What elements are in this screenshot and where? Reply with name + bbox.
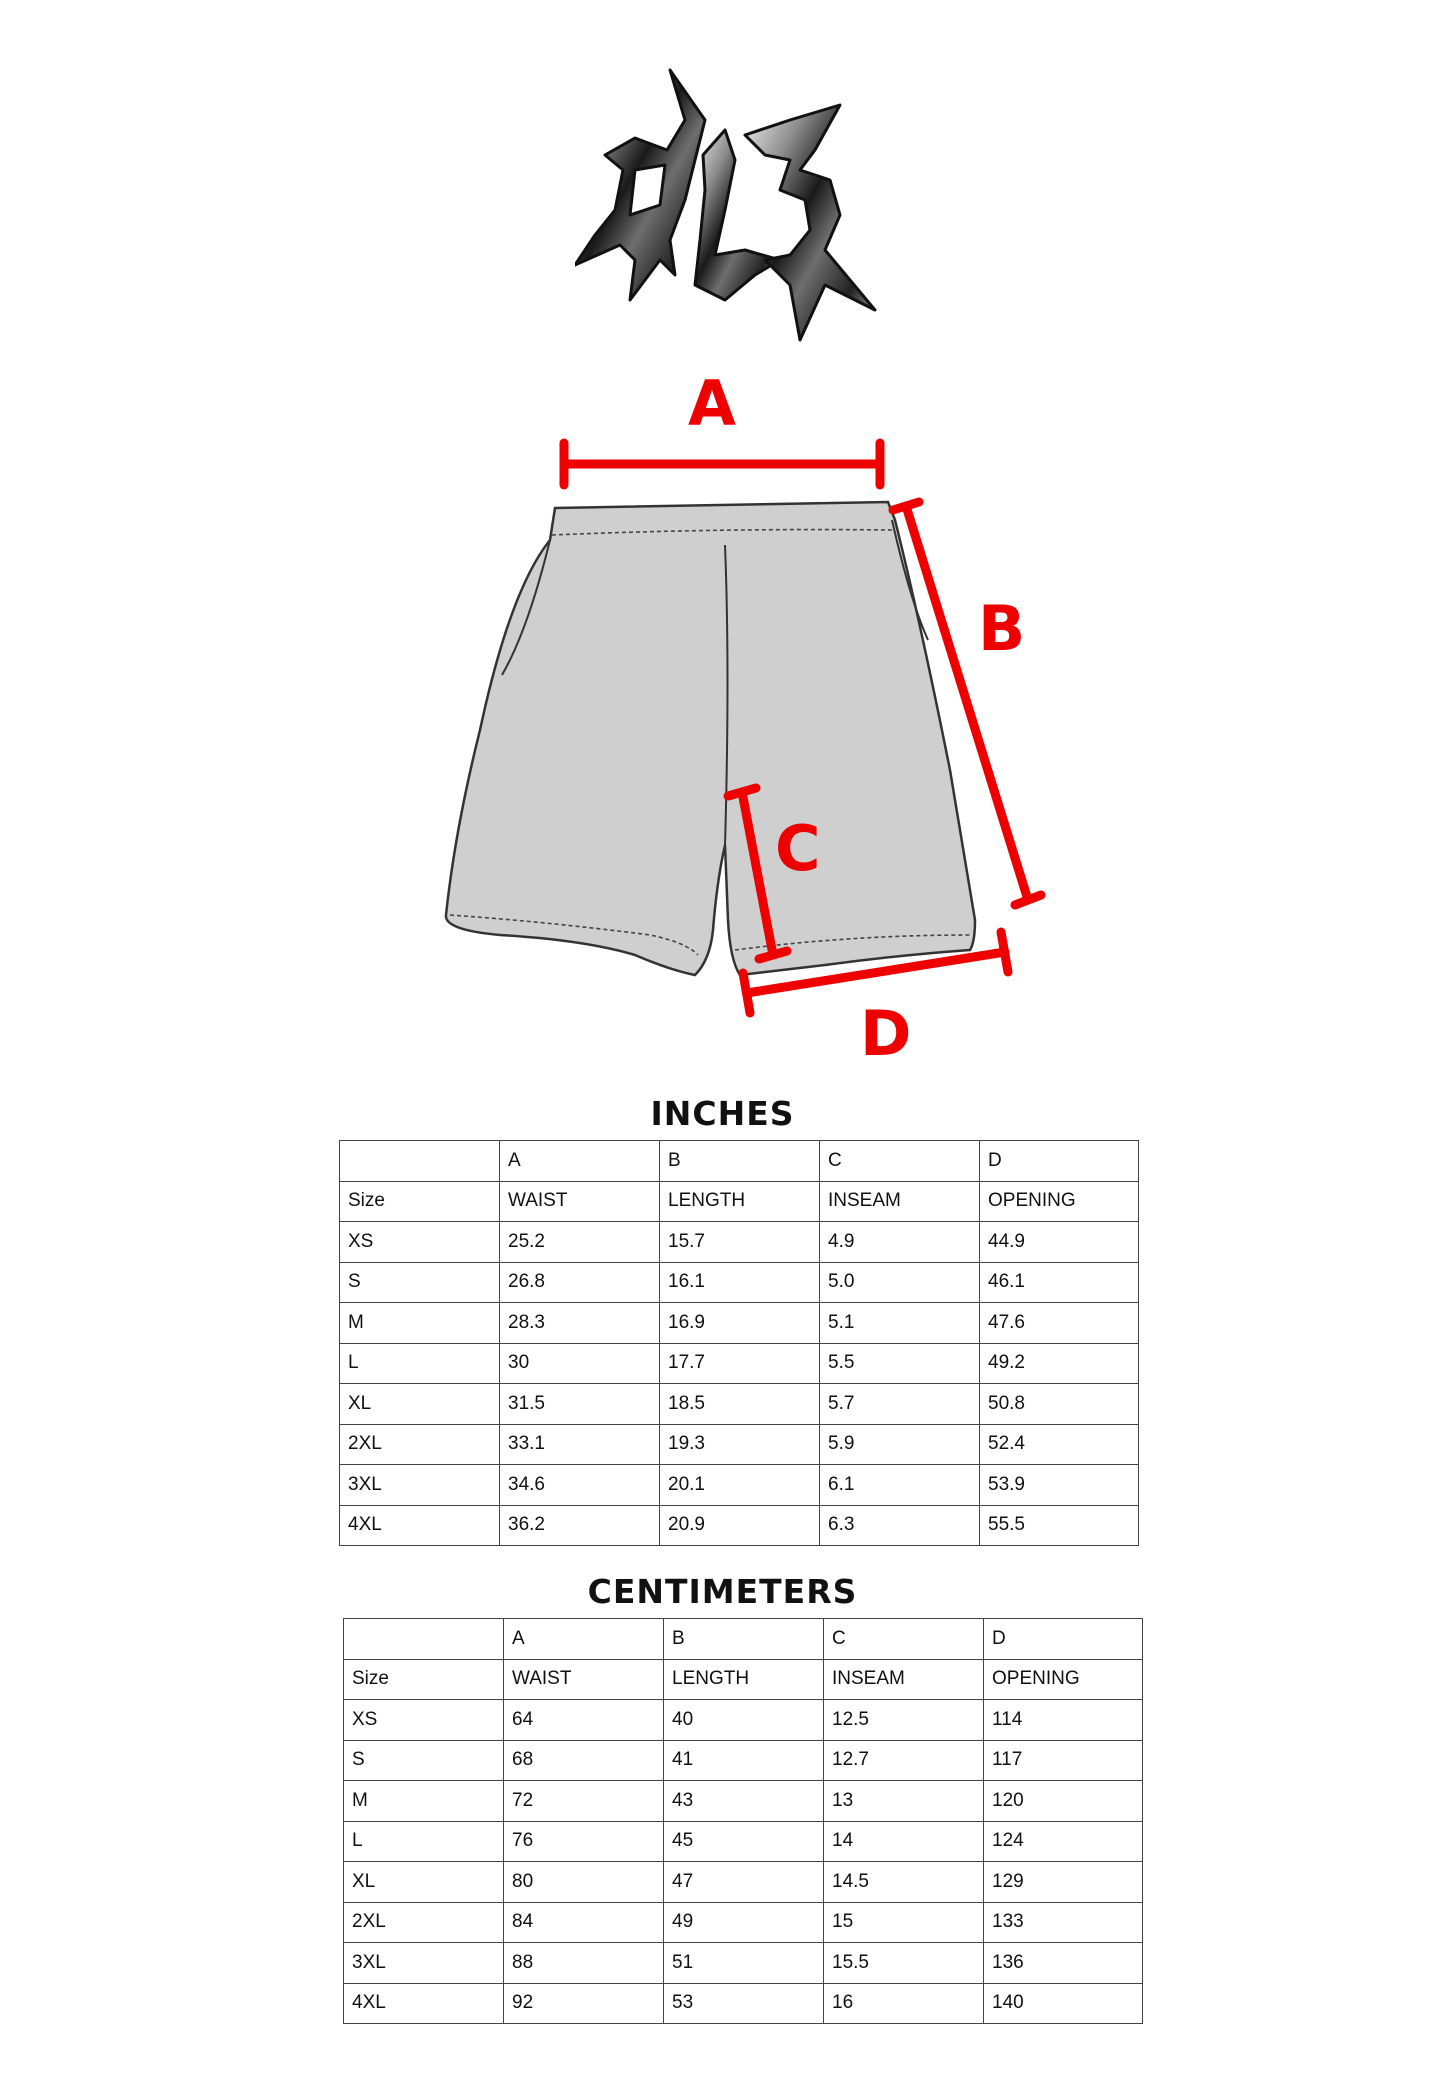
table-cell: 15.5 [824, 1943, 984, 1984]
table-cell: 45 [664, 1821, 824, 1862]
table-cell: 2XL [344, 1902, 504, 1943]
table-cell: S [344, 1740, 504, 1781]
table-header-names-row [340, 1181, 1139, 1222]
table-cell: 120 [984, 1781, 1143, 1822]
table-cell: 20.1 [660, 1465, 820, 1506]
table-row [344, 1740, 1143, 1781]
diagram-label-d: D [860, 997, 912, 1070]
table-row [344, 1781, 1143, 1822]
table-header-letters-row [340, 1141, 1139, 1182]
table-cell: XS [340, 1222, 500, 1263]
table-cell: 33.1 [500, 1424, 660, 1465]
table-row [340, 1424, 1139, 1465]
table-cell: 14 [824, 1821, 984, 1862]
table-row [344, 1821, 1143, 1862]
table-cell: 5.5 [820, 1343, 980, 1384]
table-cell: 12.5 [824, 1700, 984, 1741]
table-cell: 16 [824, 1983, 984, 2024]
table-cell: 41 [664, 1740, 824, 1781]
table-cell: B [664, 1619, 824, 1660]
table-cell: 30 [500, 1343, 660, 1384]
table-cell: 64 [504, 1700, 664, 1741]
table-cell [344, 1619, 504, 1660]
table-cell: 34.6 [500, 1465, 660, 1506]
table-row [344, 1700, 1143, 1741]
table-cell: 20.9 [660, 1505, 820, 1546]
table-cell: XS [344, 1700, 504, 1741]
table-cell: 13 [824, 1781, 984, 1822]
table-cell: A [504, 1619, 664, 1660]
table-cell: 140 [984, 1983, 1143, 2024]
table-cell: 52.4 [980, 1424, 1139, 1465]
table-cell: 4XL [344, 1983, 504, 2024]
table-cell: XL [344, 1862, 504, 1903]
table-cell: 6.1 [820, 1465, 980, 1506]
table-cell: 133 [984, 1902, 1143, 1943]
table-cell: LENGTH [660, 1181, 820, 1222]
table-cell: 50.8 [980, 1384, 1139, 1425]
table-cell: Size [344, 1659, 504, 1700]
table-cell: 47.6 [980, 1303, 1139, 1344]
table-cell: 40 [664, 1700, 824, 1741]
inches-title: INCHES [650, 1094, 795, 1133]
table-cell: 5.9 [820, 1424, 980, 1465]
table-header-names-row [344, 1659, 1143, 1700]
table-cell: 72 [504, 1781, 664, 1822]
table-cell: 19.3 [660, 1424, 820, 1465]
table-cell: 31.5 [500, 1384, 660, 1425]
table-cell: 43 [664, 1781, 824, 1822]
table-row [344, 1902, 1143, 1943]
table-row [344, 1983, 1143, 2024]
table-cell: XL [340, 1384, 500, 1425]
table-cell: 114 [984, 1700, 1143, 1741]
table-cell: 3XL [340, 1465, 500, 1506]
table-cell: D [980, 1141, 1139, 1182]
table-cell: 76 [504, 1821, 664, 1862]
table-cell: C [824, 1619, 984, 1660]
table-cell: WAIST [500, 1181, 660, 1222]
table-cell: 44.9 [980, 1222, 1139, 1263]
table-cell: 49 [664, 1902, 824, 1943]
table-cell: 5.7 [820, 1384, 980, 1425]
table-cell: 2XL [340, 1424, 500, 1465]
table-cell: 28.3 [500, 1303, 660, 1344]
table-row [340, 1303, 1139, 1344]
table-row [340, 1384, 1139, 1425]
table-cell: 55.5 [980, 1505, 1139, 1546]
table-cell: 68 [504, 1740, 664, 1781]
table-cell: M [344, 1781, 504, 1822]
table-cell: 18.5 [660, 1384, 820, 1425]
diagram-label-b: B [978, 592, 1026, 665]
table-cell: 47 [664, 1862, 824, 1903]
table-row [340, 1465, 1139, 1506]
table-cell: 84 [504, 1902, 664, 1943]
table-cell: 36.2 [500, 1505, 660, 1546]
table-row [340, 1262, 1139, 1303]
table-row [344, 1943, 1143, 1984]
table-cell: LENGTH [664, 1659, 824, 1700]
table-cell: 51 [664, 1943, 824, 1984]
diagram-label-a: A [688, 370, 736, 440]
inches-size-table [339, 1140, 1139, 1546]
table-cell: 129 [984, 1862, 1143, 1903]
table-cell: 3XL [344, 1943, 504, 1984]
table-cell [340, 1141, 500, 1182]
diagram-label-c: C [775, 812, 821, 885]
shorts-measurement-diagram [430, 370, 1070, 1070]
table-cell: M [340, 1303, 500, 1344]
table-cell: D [984, 1619, 1143, 1660]
table-cell: B [660, 1141, 820, 1182]
table-cell: 6.3 [820, 1505, 980, 1546]
table-row [340, 1343, 1139, 1384]
shorts-illustration [446, 502, 975, 975]
table-cell: INSEAM [820, 1181, 980, 1222]
table-cell: 12.7 [824, 1740, 984, 1781]
table-cell: OPENING [980, 1181, 1139, 1222]
table-cell: 117 [984, 1740, 1143, 1781]
table-cell: 4XL [340, 1505, 500, 1546]
table-cell: 53 [664, 1983, 824, 2024]
table-cell: 124 [984, 1821, 1143, 1862]
table-cell: INSEAM [824, 1659, 984, 1700]
table-cell: 53.9 [980, 1465, 1139, 1506]
table-row [340, 1505, 1139, 1546]
table-cell: A [500, 1141, 660, 1182]
table-cell: 14.5 [824, 1862, 984, 1903]
table-cell: C [820, 1141, 980, 1182]
table-cell: 16.1 [660, 1262, 820, 1303]
table-cell: 5.0 [820, 1262, 980, 1303]
table-cell: S [340, 1262, 500, 1303]
table-cell: 17.7 [660, 1343, 820, 1384]
table-cell: 25.2 [500, 1222, 660, 1263]
table-cell: 15.7 [660, 1222, 820, 1263]
table-row [344, 1862, 1143, 1903]
table-cell: 80 [504, 1862, 664, 1903]
centimeters-title: CENTIMETERS [587, 1572, 858, 1611]
hl3-logo-icon [575, 60, 905, 350]
table-cell: Size [340, 1181, 500, 1222]
table-cell: 46.1 [980, 1262, 1139, 1303]
table-cell: 92 [504, 1983, 664, 2024]
table-row [340, 1222, 1139, 1263]
table-cell: 15 [824, 1902, 984, 1943]
table-cell: 26.8 [500, 1262, 660, 1303]
table-cell: OPENING [984, 1659, 1143, 1700]
table-cell: 16.9 [660, 1303, 820, 1344]
table-cell: 4.9 [820, 1222, 980, 1263]
table-header-letters-row [344, 1619, 1143, 1660]
table-cell: WAIST [504, 1659, 664, 1700]
table-cell: 5.1 [820, 1303, 980, 1344]
table-cell: 88 [504, 1943, 664, 1984]
table-cell: L [340, 1343, 500, 1384]
table-cell: L [344, 1821, 504, 1862]
table-cell: 136 [984, 1943, 1143, 1984]
table-cell: 49.2 [980, 1343, 1139, 1384]
centimeters-size-table [343, 1618, 1143, 2024]
